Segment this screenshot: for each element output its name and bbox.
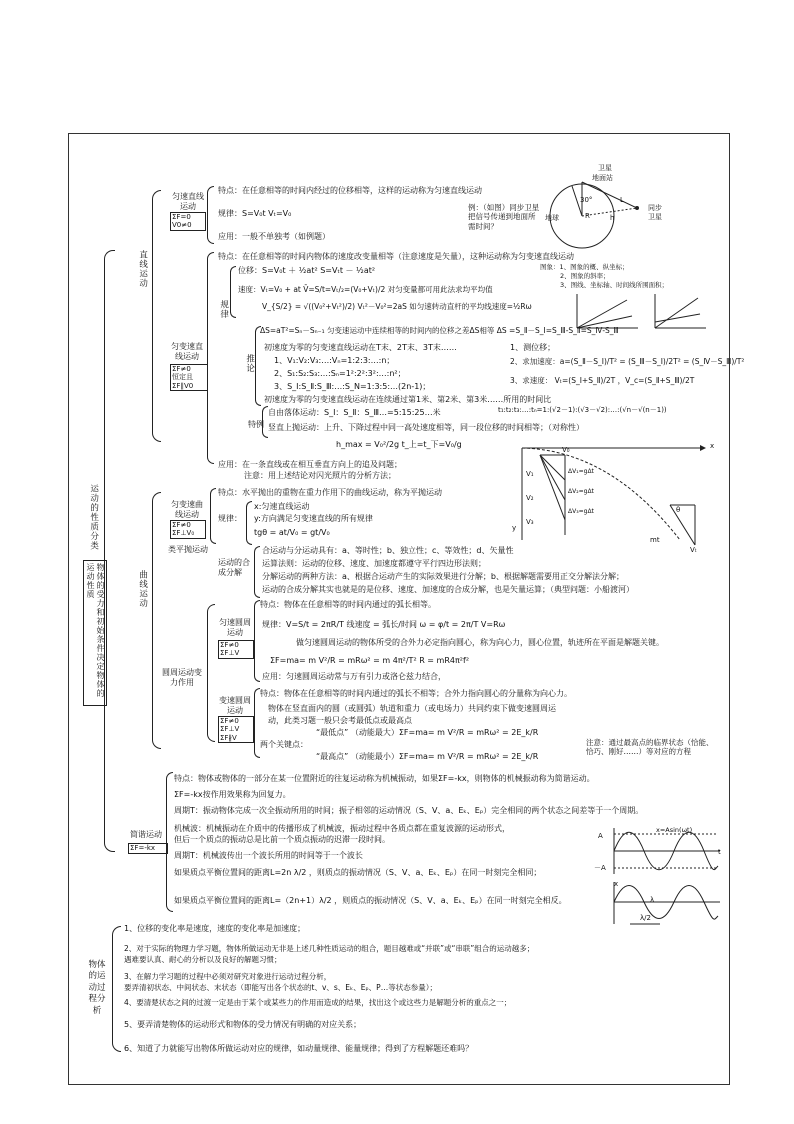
proj-law-brace	[246, 501, 252, 545]
accel-sp3: h_max = V₀²/2g t_上=t_下=V₀/g	[336, 440, 462, 449]
uniform-cond-box	[170, 212, 206, 231]
shm-restore: ΣF=-kx按作用效果称为回复力。	[174, 790, 291, 799]
sat-label-geo: 同步卫星	[648, 204, 662, 221]
shm-phase1: 如果质点平衡位置间的距离L=2n λ/2 ，则质点的振动情况（S、V、a、Eₖ、Eₚ）在同一时刻完全相同；	[174, 868, 542, 877]
accel-c6: 初速度为零的匀变速直线运动在连续通过第1米、第2米、第3米……所用的时间比	[264, 395, 552, 404]
circ-v-note2: 动，此类习题一般只会考最低点或最高点	[268, 716, 412, 725]
accel-app1: 应用：在一条直线或在相互垂直方向上的追及问题；	[218, 460, 402, 469]
uniform-cond-2: V0≠0	[172, 221, 192, 230]
uniform-title: 匀速直线运动	[172, 192, 204, 211]
circ-u-cond-2: ΣF⊥V	[220, 649, 240, 658]
proj-feature: 特点：水平抛出的重物在重力作用下的曲线运动，称为平抛运动	[218, 488, 442, 497]
circ-u-cond-box	[218, 640, 254, 659]
proj-lx: x:匀速直线运动	[254, 502, 310, 511]
analysis-item-2: 2、对于实际的物理力学习题，物体所做运动无非是上述几种性质运动的组合，题目越难或“并联”或“串联”组合的运动越多；	[124, 944, 535, 953]
accel-corollary-brace	[255, 326, 261, 406]
proj-fig-v1: V₁	[526, 470, 534, 478]
circ-u-feature: 特点：物体在任意相等的时间内通过的弧长相等。	[260, 600, 436, 609]
accel-sp1: 自由落体运动：S_Ⅰ：S_Ⅱ：S_Ⅲ…=5:15:25…米	[268, 408, 441, 417]
comp-3: 分解运动的两种方法：a、根据合运动产生的实际效果进行分解；b、根据解题需要用正交分解法分解；	[262, 572, 624, 581]
graph-note-1: 图象：1、图象的概、纵坐标；	[540, 263, 629, 271]
analysis-item-4: 3、在解力学习题的过程中必须对研究对象进行运动过程分析，	[124, 972, 332, 981]
shm-title: 简谐运动	[130, 830, 162, 839]
analysis-item-3: 遇难要认真、耐心的分析以及良好的解题习惯；	[124, 955, 282, 964]
root-sub-box: 物体的受力和初始条件决定物体的运动性质	[83, 560, 107, 706]
graph-note-2: 2、图象的斜率；	[560, 272, 610, 280]
sat-label-satellite: 卫星	[598, 164, 612, 172]
shm-fig-lambda: λ	[650, 896, 655, 904]
sat-label-angle: 30°	[580, 196, 593, 204]
shm-feature: 特点：物体或物体的一部分在某一位置附近的往复运动称为机械振动，如果ΣF=-kx，则物体的机械振动称为简谐运动。	[174, 774, 595, 783]
linear-label: 直线运动	[137, 250, 148, 288]
proj-fig-dv2: ΔV₂=gΔt	[568, 488, 594, 495]
circ-u-cond-1: ΣF≠0	[220, 641, 239, 649]
shm-wave1: 机械波：机械振动在介质中的传播形成了机械波，振动过程中各质点都在重复波源的运动形式，	[174, 824, 510, 833]
shm-cond: ΣF=-kx	[130, 844, 156, 852]
accel-cond-3: ΣF∥V0	[172, 381, 194, 390]
shm-fig-half-lambda: λ/2	[640, 914, 651, 922]
proj-ltan: tgθ = at/V₀ = gt/V₀	[254, 528, 330, 537]
circ-v-title: 变速圆周运动	[219, 696, 251, 715]
accel-c7: t₁:t₂:t₃:…:tₙ=1:(√2－1):(√3－√2):…:(√n－√(n－1))	[498, 406, 667, 414]
circ-brace	[207, 604, 215, 742]
accel-feature: 特点：在任意相等的时间内物体的速度改变量相等（注意速度是矢量），这种运动称为匀变速直线运动	[218, 252, 574, 261]
proj-law-label: 规律：	[218, 514, 242, 523]
shm-cond-box	[128, 843, 168, 854]
proj-fig-v3: V₃	[526, 518, 534, 526]
accel-m2: 2、求加速度：a=(S_Ⅱ－S_Ⅰ)/T² = (S_Ⅲ－S_Ⅰ)/2T² = (S_Ⅳ－S_Ⅲ)/T²	[510, 357, 745, 366]
analysis-brace	[112, 926, 121, 1052]
accel-corollary-label: 推论	[244, 354, 255, 373]
circ-u-force: ΣF=ma= m V²/R = mRω² = m 4π²/T² R = mR4π²f²	[270, 656, 470, 665]
proj-fig-y: y	[512, 524, 517, 532]
comp-1: 合运动与分运动具有：a、等时性；b、独立性；c、等效性；d、矢量性	[262, 546, 514, 555]
analysis-item-8: 6、知道了力就能写出物体所做运动对应的规律，如动量规律、能量规律；得到了方程解题还难吗？	[124, 1044, 474, 1053]
accel-title: 匀变速直线运动	[171, 342, 203, 361]
linear-brace	[152, 190, 161, 442]
shm-wave-period: 周期T：机械波传出一个波长所用的时间等于一个波长	[174, 851, 363, 860]
uniform-brace	[207, 186, 214, 244]
shm-phase2: 如果质点平衡位置间的距离L=（2n+1）λ/2 ，则质点的振动情况（S、V、a、Eₖ、Eₚ）在同一时刻完全相反。	[174, 896, 567, 905]
sat-label-earth: 地球	[545, 214, 559, 222]
accel-cond-box	[170, 364, 208, 391]
circ-v-cond-3: ΣF∦V	[220, 733, 237, 742]
circ-v-low: “最低点” （动能最大）ΣF=ma= m V²/R = mRω² = 2E_k/R	[316, 728, 539, 737]
comp-label: 运动的合成分解	[218, 558, 250, 577]
accel-vel2: V_{S/2} = √((V₀²+Vₜ²)/2) Vₜ²－V₀²=2aS 如匀速转动直杆的平均线速度=½Rω	[262, 302, 532, 311]
uniform-feature: 特点：在任意相等的时间内经过的位移相等，这样的运动称为匀速直线运动	[218, 186, 482, 195]
proj-title: 匀变速曲线运动	[171, 500, 203, 519]
accel-cond-1: ΣF≠0	[172, 365, 191, 373]
proj-cond-1: ΣF≠0	[172, 521, 191, 529]
accel-sp2: 竖直上抛运动：上升、下降过程中同一高处速度相等，同一段位移的时间相等；（对称性）	[268, 423, 584, 432]
comp-4: 运动的合成分解其实也就是的是位移、速度、加速度的合成分解，也是矢量运算；（典型问题：小船渡河）	[262, 585, 634, 594]
accel-c4: 2、S₁:S₂:S₃:…:Sₙ=1²:2²:3²:…:n²；	[274, 369, 406, 378]
analysis-item-5: 要弄清初状态、中间状态、末状态（即能写出各个状态的t、v、s、Eₖ、Eₚ、P…等状态参量）；	[124, 983, 437, 992]
sat-label-L: L	[620, 196, 624, 204]
shm-wave2: 但后一个质点的振动总是比前一个质点振动的迟滞一段时间。	[174, 835, 390, 844]
circ-u-title: 匀速圆周运动	[219, 618, 251, 637]
root-brace	[104, 250, 115, 852]
curve-label: 曲线运动	[137, 570, 148, 608]
proj-ly: y:方向满足匀变速直线的所有规律	[254, 514, 373, 523]
uniform-app: 应用：一般不单独考（如例题）	[218, 232, 330, 241]
graph-note-3: 3、图线、坐标轴、时间线所围面积；	[560, 281, 669, 289]
circ-v-note1: 物体在竖直面内的圆（或圆弧）轨道和重力（或电场力）共同约束下做变速圆周运	[268, 704, 556, 713]
analysis-item-6: 4、要清楚状态之间的过渡一定是由于某个或某些力的作用而造成的结果，找出这个或这些力是解题分析的重点之一；	[124, 998, 512, 1007]
accel-cond-2: 恒定且	[172, 373, 193, 382]
accel-law-brace	[230, 266, 236, 318]
curve-brace	[152, 492, 161, 749]
shm-wave-graph-2	[608, 880, 723, 930]
circ-v-feature: 特点：物体在任意相等的时间内通过的弧长不相等；合外力指向圆心的分量称为向心力。	[260, 689, 572, 698]
sat-label-h: h	[610, 214, 615, 222]
projectile-diagram	[510, 440, 710, 550]
circ-v-cond-2: ΣF⊥V	[220, 725, 240, 734]
accel-m3: 3、求速度： Vₜ=(S_Ⅰ+S_Ⅱ)/2T ，V_c=(S_Ⅱ+S_Ⅲ)/2T	[510, 376, 695, 385]
proj-cond-2: ΣF⊥V₀	[172, 529, 195, 538]
analysis-item-1: 1、位移的变化率是速度，速度的变化率是加速度；	[124, 924, 306, 933]
shm-fig-negA: －A	[594, 864, 606, 872]
circ-group: 圆周运动变力作用	[162, 668, 202, 687]
circ-v-key: 两个关键点：	[260, 740, 308, 749]
root-label: 运动的性质分类	[88, 484, 99, 551]
proj-sub: 类平抛运动	[168, 545, 208, 554]
sat-label-R: R	[585, 212, 590, 220]
shm-brace	[166, 772, 173, 912]
proj-fig-v0: V₀	[562, 446, 570, 454]
proj-brace	[210, 488, 216, 544]
sat-label-station: 地面站	[592, 174, 613, 182]
circ-v-cond-1: ΣF≠0	[220, 717, 239, 725]
comp-brace	[254, 546, 260, 598]
proj-cond-box	[170, 520, 206, 539]
proj-fig-x: x	[710, 442, 715, 450]
accel-c3: 1、V₁:V₂:V₃:…:Vₙ=1:2:3:…:n；	[274, 356, 395, 365]
analysis-item-7: 5、要弄清楚物体的运动形式和物体的受力情况有明确的对应关系；	[124, 1020, 362, 1029]
proj-fig-theta: θ	[676, 506, 681, 514]
uniform-example: 例：（如图）同步卫星把信号传递到地面所需时间？	[468, 203, 540, 231]
uniform-cond-1: ΣF=0	[172, 213, 191, 221]
accel-m1: 1、测位移；	[510, 343, 556, 352]
accel-law-label: 规律	[218, 300, 229, 319]
accel-vel1: 速度：Vₜ=V₀ + at V̄=S/t=Vₜ/₂=(V₀+Vₜ)/2 对匀变量都可用此法求均平均值	[238, 285, 493, 294]
vt-graph	[650, 292, 710, 332]
shm-fig-t: t	[718, 848, 721, 856]
uniform-law: 规律：S=V₀t Vₜ=V₀	[218, 209, 292, 218]
proj-fig-vt: Vₜ	[690, 546, 697, 554]
analysis-label: 物体的运动过程分析	[88, 960, 106, 1016]
accel-brace	[207, 252, 214, 464]
circ-v-cond-box	[218, 716, 254, 743]
proj-fig-mt: mt	[650, 536, 660, 544]
proj-fig-dv1: ΔV₁=gΔt	[568, 468, 594, 475]
proj-fig-v2: V₂	[526, 494, 534, 502]
accel-app2: 注意：用上述结论对闪光照片的分析方法；	[244, 471, 396, 480]
proj-fig-dv3: ΔV₃=gΔt	[568, 508, 594, 515]
circ-v-attn: 注意：通过最高点的临界状态（恰能、恰巧、刚好……）等对应的方程	[586, 738, 714, 757]
accel-disp: 位移：S=V₀t ＋ ½at² S=Vₜt － ½at²	[238, 266, 376, 275]
accel-c1: ΔS=aT²=Sₙ－Sₙ₋₁ 匀变速运动中连续相等的时间内的位移之差ΔS相等 ΔS =S_Ⅱ－S_Ⅰ=S_Ⅲ-S_Ⅱ=S_Ⅳ-S_Ⅲ	[260, 326, 619, 335]
shm-fig-A: A	[598, 832, 603, 840]
shm-period: 周期T：振动物体完成一次全振动所用的时间；振子相邻的运动情况（S、V、a、Eₖ、Eₚ）完全相同的两个状态之间差等于一个周期。	[174, 806, 644, 815]
circ-u-note: 做匀速圆周运动的物体所受的合外力必定指向圆心，称为向心力，圆心位置，轨迹所在平面是解题关键。	[296, 638, 664, 647]
shm-fig-x: x	[614, 880, 619, 888]
circ-u-brace	[254, 600, 260, 682]
accel-c2: 初速度为零的匀变速直线运动在T末、2T末、3T末……	[264, 343, 457, 352]
circ-u-app: 应用：匀速圆周运动常与万有引力或洛仑兹力结合，	[262, 672, 446, 681]
accel-special-label: 特例	[248, 420, 264, 429]
accel-c5: 3、S_Ⅰ:S_Ⅱ:S_Ⅲ:…:S_N=1:3:5:…(2n-1)；	[274, 382, 431, 391]
circ-v-high: “最高点” （动能最小）ΣF=ma= m V²/R = mRω² = 2E_k/R	[316, 752, 539, 761]
shm-fig-eq: x=Asin(ωt)	[656, 826, 693, 834]
circ-u-law: 规律：V=S/t = 2πR/T 线速度 = 弧长/时间 ω = φ/t = 2π/T V=Rω	[262, 620, 506, 629]
comp-2: 运算法则：运动的位移、速度、加速度都遵守平行四边形法则；	[262, 559, 486, 568]
